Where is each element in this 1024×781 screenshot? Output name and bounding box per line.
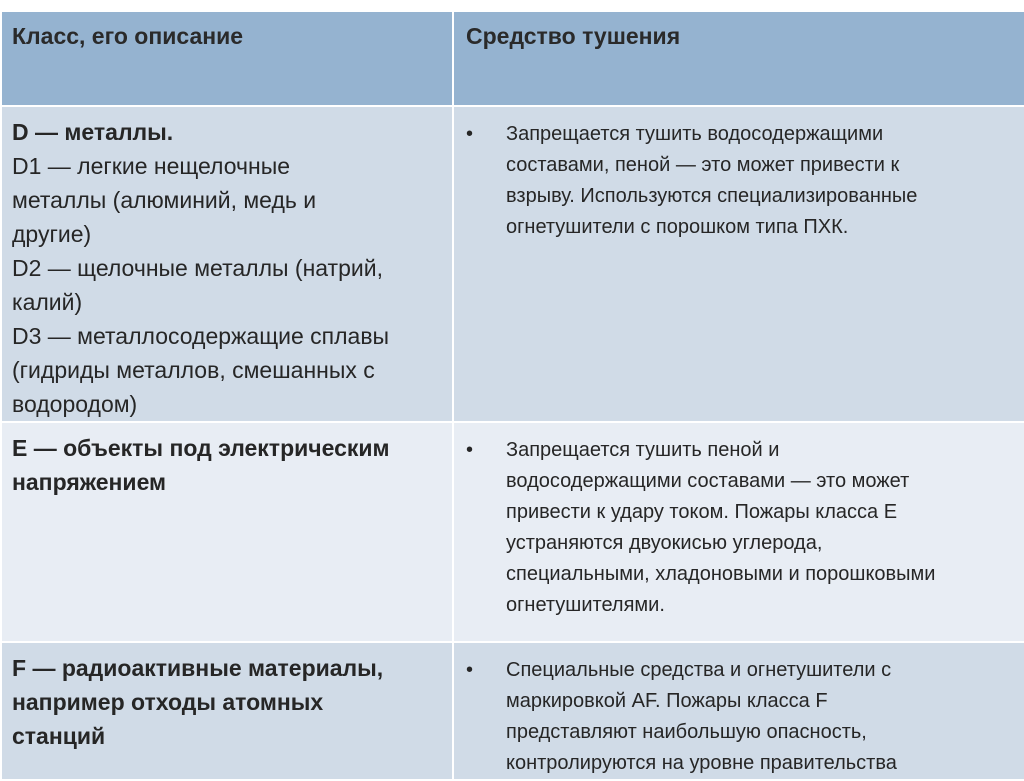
class-d-agent-cell [453,106,1024,422]
class-f-title: F — радиоактивные материалы, [12,655,384,681]
desc-line: Запрещается тушить водосодержащими [506,123,884,145]
class-e-title: напряжением [12,469,167,495]
desc-line: взрыву. Используются специализированные [506,185,918,207]
desc-line: водосодержащими составами — это может [506,470,910,492]
fire-class-table [0,10,1024,781]
class-d-line: D1 — легкие нещелочные [12,153,291,179]
class-e-cell [1,422,453,642]
header-extinguishing-agent: Средство тушения [453,11,1024,106]
table-header-row [1,11,1024,106]
desc-line: специальными, хладоновыми и порошковыми [506,563,936,585]
desc-line: устраняются двуокисью углерода, [506,532,823,554]
class-e-agent-cell [453,422,1024,642]
table-row [1,642,1024,780]
class-d-line: D2 — щелочные металлы (натрий, [12,255,383,281]
desc-line: Специальные средства и огнетушители с [506,659,892,681]
class-d-agent-text [506,119,917,243]
bullet-icon: • [466,123,474,145]
class-d-line: (гидриды металлов, смешанных с [12,357,375,383]
class-e-agent-text [506,435,935,621]
desc-line: огнетушителями. [506,594,665,616]
class-d-line: металлы (алюминий, медь и [12,187,317,213]
class-d-line: D3 — металлосодержащие сплавы [12,323,390,349]
class-f-title: станций [12,723,106,749]
class-d-cell [1,106,453,422]
header-class-description: Класс, его описание [1,11,453,106]
class-d-line: другие) [12,221,92,247]
table-row [1,106,1024,422]
desc-line: представляют наибольшую опасность, [506,721,867,743]
class-f-cell [1,642,453,780]
desc-line: привести к удару током. Пожары класса Е [506,501,898,523]
bullet-icon: • [466,659,474,681]
bullet-icon: • [466,439,474,461]
table-row [1,422,1024,642]
class-d-line: калий) [12,289,83,315]
desc-line: огнетушители с порошком типа ПХК. [506,216,849,238]
desc-line: маркировкой AF. Пожары класса F [506,690,828,712]
class-f-title: например отходы атомных [12,689,324,715]
desc-line: составами, пеной — это может привести к [506,154,900,176]
class-e-title: E — объекты под электрическим [12,435,390,461]
class-f-agent-text [506,655,897,779]
class-f-agent-cell [453,642,1024,780]
desc-line: контролируются на уровне правительства [506,752,897,774]
class-d-line: водородом) [12,391,138,417]
desc-line: Запрещается тушить пеной и [506,439,780,461]
class-d-title: D — металлы. [12,119,174,145]
